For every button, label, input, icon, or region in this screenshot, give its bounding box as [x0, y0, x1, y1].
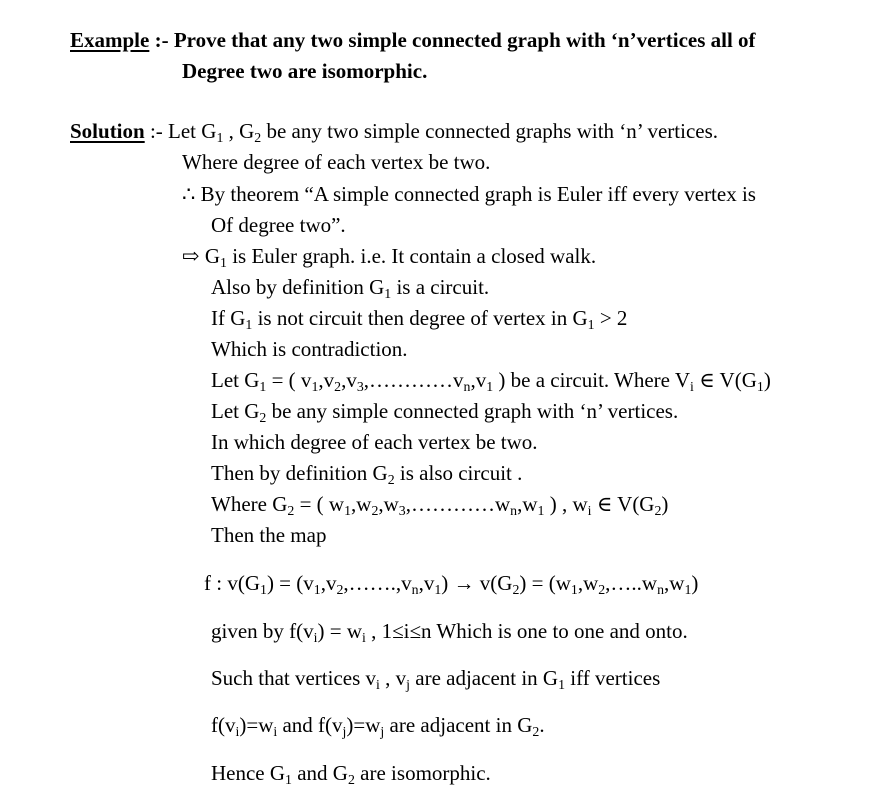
solution-line17: Such that vertices $v_i$ , $v_j$ are adjacent in $G_1$ iff vertices	[211, 666, 661, 692]
example-statement-line1: Prove that any two simple connected graph with ‘n’vertices all of	[173, 28, 756, 52]
solution-line14: Then the map	[211, 523, 327, 547]
example-separator: :-	[149, 28, 174, 52]
solution-line13: Where $G_2$ = ( $w_1,w_2,w_3,\dots\dots\dots\dots w_n,w_1$ ) , $w_i$ ∈ $V(G_2)$	[211, 492, 669, 518]
example-heading	[70, 27, 756, 53]
solution-line10: Let $G_2$ be any simple connected graph with ‘n’ vertices.	[211, 399, 679, 425]
solution-line18: $f(v_i)=w_i$ and $f(v_j)=w_j$ are adjacent in $G_2$.	[211, 713, 545, 739]
solution-line15-map: f : $v(G_1)$ = $(v_1,v_2,\dots\dots.,v_n,v_1) \to v(G_2)$ = $(w_1,w_2,\dots..w_n,w_1)$	[204, 571, 699, 597]
solution-line4: Of degree two”.	[211, 213, 346, 237]
solution-line7: If $G_1$ is not circuit then degree of vertex in $G_1 > 2$	[211, 306, 628, 332]
example-label: Example	[70, 28, 150, 52]
solution-separator: :-	[144, 119, 169, 143]
solution-line3: ∴ By theorem “A simple connected graph is Euler iff every vertex is	[182, 182, 756, 206]
solution-line9: Let $G_1$ = ( $v_1,v_2,v_3,\dots\dots\dots\dots v_n,v_1$ ) be a circuit. Where $V_i$ ∈ $V(G_1)$	[211, 368, 771, 394]
solution-line11: In which degree of each vertex be two.	[211, 430, 538, 454]
solution-line16: given by $f(v_i) = w_i$ , 1≤i≤n Which is one to one and onto.	[211, 619, 688, 645]
solution-line5: ⇨ $G_1$ is Euler graph. i.e. It contain a closed walk.	[182, 244, 597, 270]
solution-line6: Also by definition $G_1$ is a circuit.	[211, 275, 490, 301]
solution-line8: Which is contradiction.	[211, 337, 408, 361]
solution-line19-conclusion: Hence $G_1$ and $G_2$ are isomorphic.	[211, 761, 491, 787]
example-statement-line2: Degree two are isomorphic.	[182, 59, 428, 83]
implies-arrow-icon: ⇨	[182, 244, 200, 268]
solution-line12: Then by definition $G_2$ is also circuit .	[211, 461, 523, 487]
solution-label: Solution	[70, 119, 145, 143]
solution-line2: Where degree of each vertex be two.	[182, 150, 491, 174]
solution-line1: Solution :- Let $G_1$ , $G_2$ be any two simple connected graphs with ‘n’ vertices.	[70, 119, 719, 145]
